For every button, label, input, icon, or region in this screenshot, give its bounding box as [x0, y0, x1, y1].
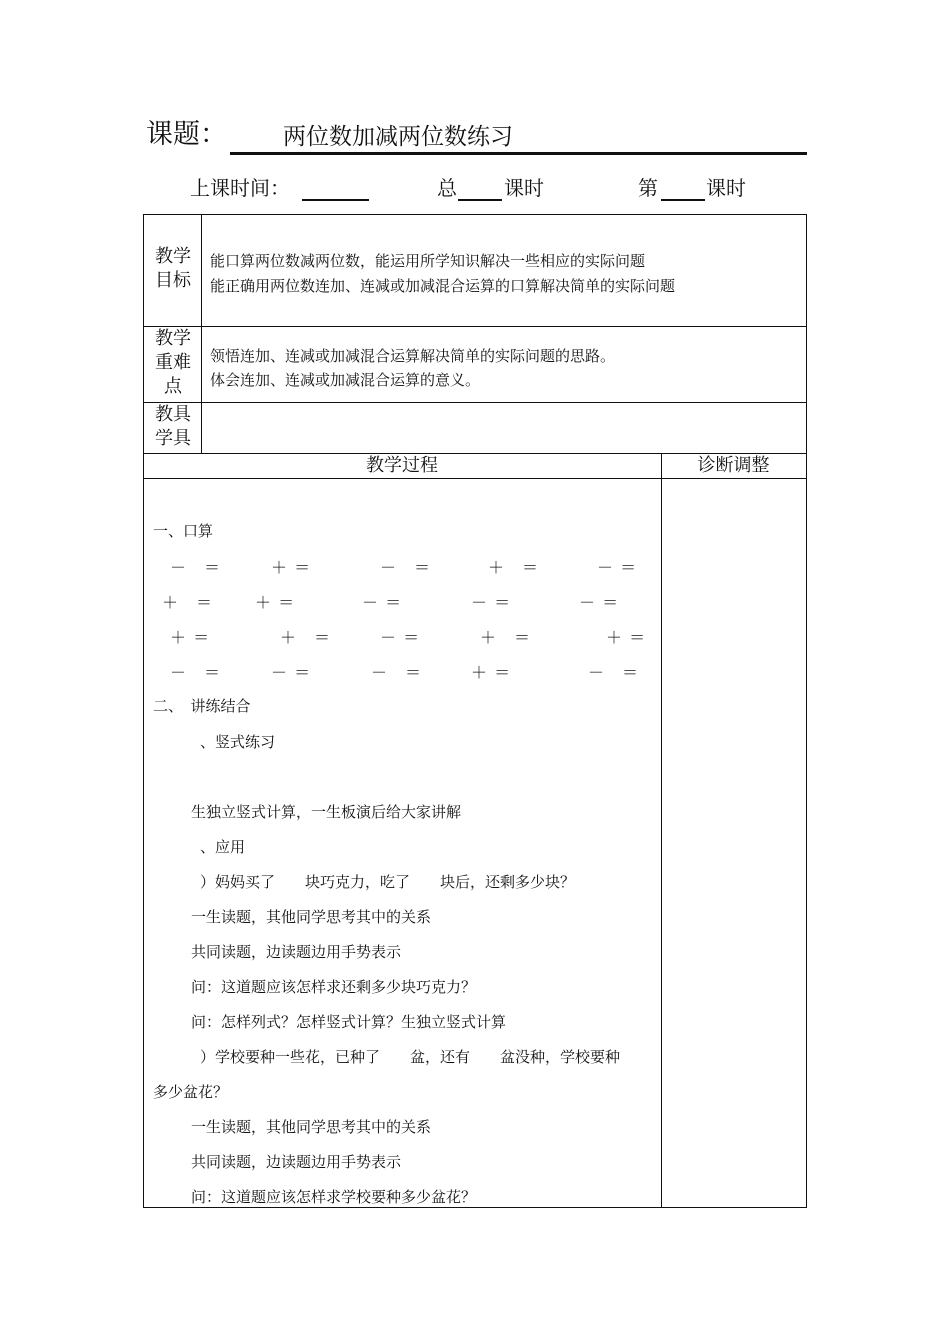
oral-item: ＋ ＝ — [255, 593, 296, 612]
topic-title: 两位数加减两位数练习 — [283, 124, 513, 150]
oral-item: ＋ ＝ — [488, 558, 540, 577]
oral-item: ＋ ＝ — [280, 628, 332, 647]
oral-item: － ＝ — [170, 663, 222, 682]
oral-item: ＋ ＝ — [162, 593, 214, 612]
body-line: 问：这道题应该怎样求还剩多少块巧克力？ — [191, 978, 477, 996]
difficulty-line: 领悟连加、连减或加减混合运算解决简单的实际问题的思路。 — [210, 347, 616, 365]
section-oral-arithmetic: 一、口算 — [153, 522, 214, 540]
section-practice: 二、 讲练结合 — [153, 697, 251, 715]
sub-vertical-practice: 、竖式练习 — [200, 733, 276, 751]
total-blank — [458, 199, 502, 201]
difficulty-line: 体会连加、连减或加减混合运算的意义。 — [210, 371, 481, 389]
body-line: 共同读题，边读题边用手势表示 — [191, 1153, 402, 1171]
oral-item: ＋ ＝ — [271, 558, 312, 577]
question-2-continued: 多少盆花？ — [153, 1083, 229, 1101]
oral-item: － ＝ — [588, 663, 640, 682]
question-1: ）妈妈买了 块巧克力，吃了 块后，还剩多少块？ — [200, 873, 576, 891]
diagnosis-column-divider — [661, 453, 662, 1207]
body-line: 共同读题，边读题边用手势表示 — [191, 943, 402, 961]
question-2: ）学校要种一些花，已种了 盆，还有 盆没种，学校要种 — [200, 1048, 621, 1066]
class-time-label: 上课时间： — [190, 176, 290, 200]
body-line: 一生读题，其他同学思考其中的关系 — [191, 1118, 432, 1136]
oral-item: － ＝ — [380, 558, 432, 577]
class-time-blank — [302, 199, 369, 201]
tools-label: 教具 学具 — [155, 404, 191, 449]
oral-item: － ＝ — [579, 593, 620, 612]
difficulty-label: 教学 重难 点 — [155, 328, 191, 397]
sub-application: 、应用 — [200, 838, 246, 856]
oral-item: ＋ ＝ — [606, 628, 647, 647]
objective-line: 能口算两位数减两位数，能运用所学知识解决一些相应的实际问题 — [210, 252, 646, 270]
objective-line: 能正确用两位数连加、连减或加减混合运算的口算解决简单的实际问题 — [210, 277, 676, 295]
objectives-label: 教学 目标 — [155, 246, 191, 291]
process-header: 教学过程 — [366, 455, 438, 476]
oral-item: － ＝ — [170, 558, 222, 577]
nth-label: 第 — [638, 176, 658, 200]
oral-item: － ＝ — [362, 593, 403, 612]
row-divider — [143, 326, 807, 327]
body-line: 问：怎样列式？怎样竖式计算？生独立竖式计算 — [191, 1013, 507, 1031]
body-line: 问：这道题应该怎样求学校要种多少盆花？ — [191, 1188, 477, 1206]
total-label: 总 — [437, 176, 457, 200]
oral-item: － ＝ — [371, 663, 423, 682]
nth-blank — [661, 199, 705, 201]
oral-item: ＋ ＝ — [471, 663, 512, 682]
body-line: 一生读题，其他同学思考其中的关系 — [191, 908, 432, 926]
oral-item: － ＝ — [271, 663, 312, 682]
row-divider — [143, 402, 807, 403]
oral-item: ＋ ＝ — [480, 628, 532, 647]
label-column-divider — [201, 214, 202, 454]
total-suffix: 课时 — [504, 176, 544, 200]
oral-item: － ＝ — [380, 628, 421, 647]
oral-item: ＋ ＝ — [170, 628, 211, 647]
oral-item: － ＝ — [471, 593, 512, 612]
body-line: 生独立竖式计算，一生板演后给大家讲解 — [191, 803, 462, 821]
nth-suffix: 课时 — [706, 176, 746, 200]
title-underline — [230, 152, 807, 155]
topic-label: 课题： — [146, 119, 227, 150]
diagnosis-header: 诊断调整 — [697, 455, 770, 476]
oral-item: － ＝ — [597, 558, 638, 577]
row-divider — [143, 478, 807, 479]
